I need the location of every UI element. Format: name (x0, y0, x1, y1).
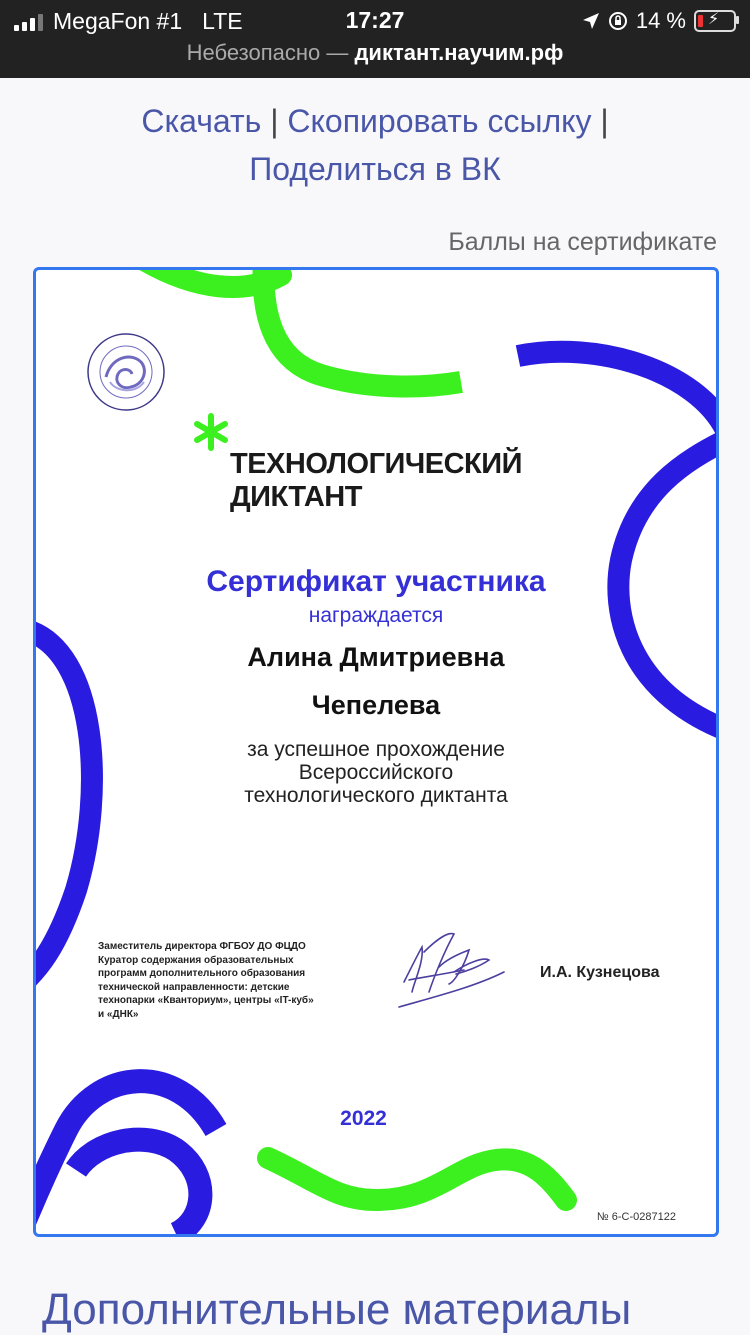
network-type: LTE (202, 8, 243, 34)
signature-icon (394, 922, 509, 1017)
signer-name: И.А. Кузнецова (540, 964, 660, 981)
certificate-year: 2022 (340, 1107, 387, 1130)
copy-link-link[interactable]: Скопировать ссылку (287, 103, 592, 139)
security-label: Небезопасно — (186, 40, 349, 65)
url-bar[interactable] (0, 40, 750, 66)
location-arrow-icon (582, 12, 600, 30)
brand-title (230, 448, 522, 514)
more-materials-heading: Дополнительные материалы (42, 1285, 632, 1334)
role-line: технопарки «Кванториум», центры «IT-куб» (98, 995, 314, 1006)
clock: 17:27 (345, 7, 405, 33)
awarded-label: награждается (308, 604, 444, 627)
status-bar (0, 0, 750, 78)
carrier-name: MegaFon #1 (53, 8, 183, 34)
share-vk-link[interactable]: Поделиться в ВК (249, 151, 501, 187)
recipient-surname: Чепелева (311, 690, 441, 720)
reason-line: за успешное прохождение (247, 738, 505, 761)
certificate-image[interactable] (33, 267, 719, 1237)
brand-line: ТЕХНОЛОГИЧЕСКИЙ (230, 448, 522, 480)
certificate-title: Сертификат участника (206, 565, 546, 598)
domain: диктант.научим.рф (354, 40, 564, 65)
seal-icon (86, 332, 166, 412)
reason-line: Всероссийского (298, 761, 454, 784)
role-line: технической направленности: детские (98, 981, 290, 993)
reason-line: технологического диктанта (244, 784, 508, 807)
role-line: Заместитель директора ФГБОУ ДО ФЦДО (98, 941, 306, 952)
action-links (0, 97, 750, 193)
recipient-name: Алина Дмитриевна (247, 642, 505, 672)
orientation-lock-icon (608, 11, 628, 31)
role-line: и «ДНК» (98, 1008, 139, 1020)
role-line: Куратор содержания образовательных (98, 954, 294, 966)
certificate-number: № 6-С-0287122 (596, 1211, 676, 1223)
role-line: программ дополнительного образования (98, 968, 306, 979)
award-reason (136, 738, 616, 807)
asterisk-logo-icon (192, 413, 230, 451)
battery-icon: ⚡ (694, 10, 736, 32)
brand-line: ДИКТАНТ (230, 481, 362, 513)
battery-percent: 14 % (635, 8, 686, 33)
certificate-hint: Баллы на сертификате (448, 228, 717, 256)
status-right (582, 8, 736, 34)
download-link[interactable]: Скачать (141, 103, 262, 139)
separator: | (270, 103, 279, 139)
separator: | (600, 103, 609, 139)
signer-role (98, 940, 343, 1021)
